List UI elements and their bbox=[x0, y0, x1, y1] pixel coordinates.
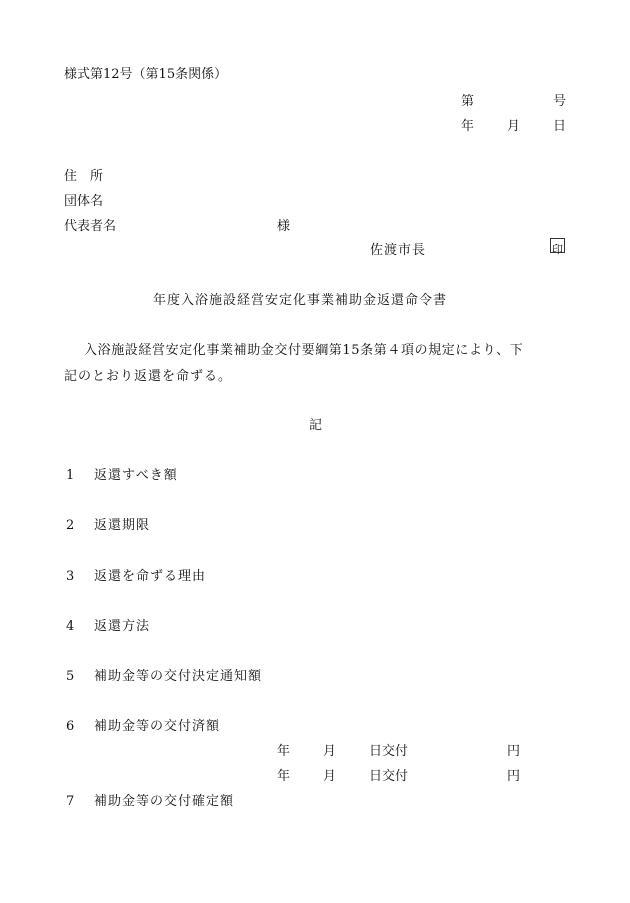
seal-text: 印 bbox=[552, 243, 563, 256]
item-number: 4 bbox=[66, 619, 75, 634]
payment-year: 年 bbox=[277, 769, 291, 784]
date-year: 年 bbox=[461, 119, 475, 134]
representative-label: 代表者名 bbox=[64, 219, 117, 234]
seal-mark bbox=[550, 238, 565, 256]
payment-day-delivered: 日交付 bbox=[369, 744, 409, 759]
body-line-2: 記のとおり返還を命ずる。 bbox=[64, 369, 233, 384]
item-number: 6 bbox=[66, 719, 75, 734]
item-refund-method: 返還方法 bbox=[94, 619, 151, 634]
payment-yen: 円 bbox=[507, 769, 521, 784]
item-number: 3 bbox=[66, 569, 75, 584]
item-number: 1 bbox=[66, 468, 75, 483]
ki-heading: 記 bbox=[309, 418, 323, 433]
honorific: 様 bbox=[277, 219, 291, 234]
document-title: 年度入浴施設経営安定化事業補助金返還命令書 bbox=[153, 293, 448, 308]
issuer-title: 佐渡市長 bbox=[370, 243, 427, 258]
item-number: 7 bbox=[66, 794, 75, 809]
item-grant-decision-amount: 補助金等の交付決定通知額 bbox=[94, 669, 263, 684]
date-day: 日 bbox=[553, 119, 567, 134]
item-number: 5 bbox=[66, 669, 75, 684]
payment-month: 月 bbox=[323, 744, 337, 759]
item-number: 2 bbox=[66, 518, 75, 533]
item-refund-deadline: 返還期限 bbox=[94, 518, 151, 533]
address-label: 住 所 bbox=[64, 169, 104, 184]
date-month: 月 bbox=[507, 119, 521, 134]
item-grant-paid-amount: 補助金等の交付済額 bbox=[94, 719, 221, 734]
group-name-label: 団体名 bbox=[64, 194, 104, 209]
payment-day-delivered: 日交付 bbox=[369, 769, 409, 784]
doc-number-suffix: 号 bbox=[553, 94, 567, 109]
body-line-1: 入浴施設経営安定化事業補助金交付要綱第15条第４項の規定により、下 bbox=[84, 343, 524, 358]
payment-month: 月 bbox=[323, 769, 337, 784]
payment-yen: 円 bbox=[507, 744, 521, 759]
item-grant-confirmed-amount: 補助金等の交付確定額 bbox=[94, 794, 235, 809]
item-refund-amount: 返還すべき額 bbox=[94, 468, 178, 483]
payment-year: 年 bbox=[277, 744, 291, 759]
form-number: 様式第12号（第15条関係） bbox=[64, 67, 228, 82]
item-refund-reason: 返還を命ずる理由 bbox=[94, 569, 207, 584]
doc-number-prefix: 第 bbox=[461, 94, 475, 109]
